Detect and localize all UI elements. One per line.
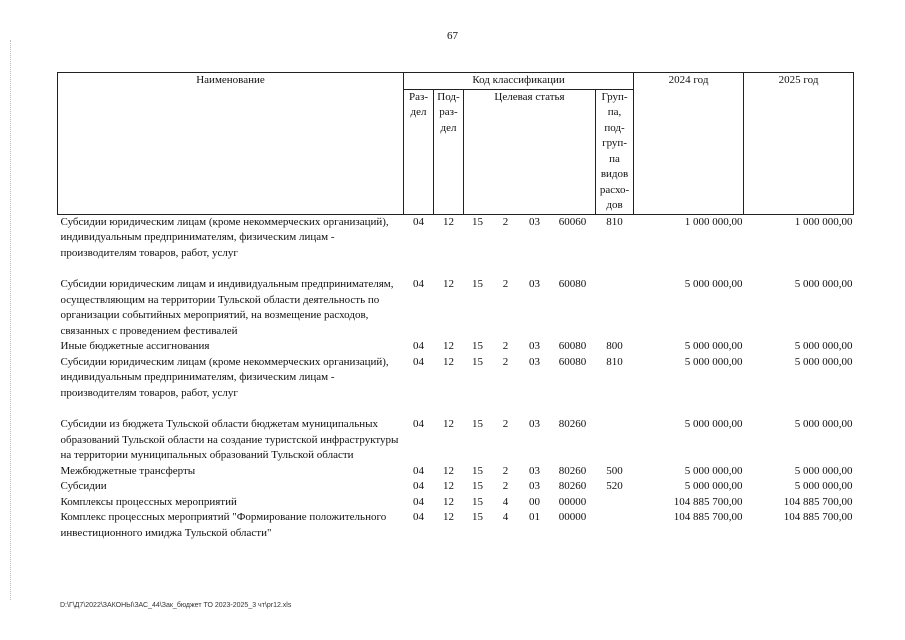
header-target-article: Целевая статья xyxy=(464,89,596,214)
row-podrazdel: 12 xyxy=(443,278,454,290)
row-amount-2025: 5 000 000,00 xyxy=(794,278,853,290)
row-name: Иные бюджетные ассигнования xyxy=(60,340,210,352)
row-target-program: 15 xyxy=(472,278,483,290)
row-amount-2025: 5 000 000,00 xyxy=(794,418,853,430)
row-target-structure: 03 xyxy=(529,480,540,492)
row-expense-group: 520 xyxy=(606,480,623,492)
row-target-type: 2 xyxy=(502,278,509,290)
row-target-structure: 00 xyxy=(529,495,540,508)
header-year-2024: 2024 год xyxy=(634,73,744,215)
row-target-program: 15 xyxy=(472,511,483,523)
row-razdel: 04 xyxy=(413,480,424,492)
row-amount-2025: 104 885 700,00 xyxy=(783,495,853,508)
row-amount-2024: 104 885 700,00 xyxy=(673,495,743,508)
row-expense-group xyxy=(596,417,634,464)
row-target-direction: 60080 xyxy=(558,340,587,352)
row-podrazdel: 12 xyxy=(443,215,454,228)
row-spacer-cell xyxy=(58,261,854,277)
row-target-type: 4 xyxy=(502,495,509,508)
row-name: Субсидии из бюджета Тульской области бюджетам муниципальных образований Тульской области на создание туристской инфраструктуры на территории муниципальных образований Тульской области xyxy=(60,418,399,461)
row-target-direction: 80260 xyxy=(558,418,587,430)
row-target-type: 2 xyxy=(502,464,509,477)
row-spacer xyxy=(58,401,854,417)
row-target-type: 2 xyxy=(502,418,509,430)
table-row xyxy=(58,464,854,480)
row-amount-2025: 5 000 000,00 xyxy=(794,340,853,352)
header-podrazdel: Под- раз- дел xyxy=(434,89,464,214)
table-row xyxy=(58,510,854,541)
row-podrazdel: 12 xyxy=(443,480,454,492)
row-razdel: 04 xyxy=(413,464,424,477)
row-amount-2024: 5 000 000,00 xyxy=(684,480,743,492)
row-amount-2024: 5 000 000,00 xyxy=(684,340,743,352)
row-razdel: 04 xyxy=(413,215,424,228)
table-row xyxy=(58,355,854,402)
row-target-type: 2 xyxy=(502,355,509,368)
table-row xyxy=(58,479,854,495)
row-amount-2025: 104 885 700,00 xyxy=(783,511,853,523)
row-target-direction: 60060 xyxy=(558,215,587,228)
row-name: Субсидии юридическим лицам (кроме некоммерческих организаций), индивидуальным предпринимателям, физическим лицам - производителям товаров, работ, услуг xyxy=(60,215,389,259)
row-podrazdel: 12 xyxy=(443,355,454,368)
row-amount-2024: 1 000 000,00 xyxy=(684,215,743,228)
row-amount-2024: 5 000 000,00 xyxy=(684,355,743,368)
header-name: Наименование xyxy=(58,73,404,215)
row-podrazdel: 12 xyxy=(443,340,454,352)
row-amount-2024: 104 885 700,00 xyxy=(673,511,743,523)
footer-file-path: D:\Г\Д7\2022\ЗАКОНЫ\ЗАС_44\Зак_бюджет ТО 2023-2025_3 чт\pr12.xls xyxy=(60,602,292,609)
row-razdel: 04 xyxy=(413,278,424,290)
row-target-structure: 03 xyxy=(529,215,540,228)
row-expense-group: 810 xyxy=(606,355,623,368)
row-razdel: 04 xyxy=(413,511,424,523)
row-amount-2024: 5 000 000,00 xyxy=(684,418,743,430)
row-podrazdel: 12 xyxy=(443,495,454,508)
row-target-structure: 03 xyxy=(529,464,540,477)
row-target-program: 15 xyxy=(472,215,483,228)
header-code-group: Код классификации xyxy=(404,73,634,90)
row-razdel: 04 xyxy=(413,340,424,352)
budget-table xyxy=(57,72,854,541)
row-target-program: 15 xyxy=(472,495,483,508)
margin-scan-marks xyxy=(10,40,15,600)
row-target-structure: 03 xyxy=(529,355,540,368)
row-spacer xyxy=(58,261,854,277)
row-podrazdel: 12 xyxy=(443,511,454,523)
header-year-2025: 2025 год xyxy=(744,73,854,215)
row-podrazdel: 12 xyxy=(443,418,454,430)
row-name: Субсидии юридическим лицам (кроме некоммерческих организаций), индивидуальным предпринимателям, физическим лицам - производителям товаров, работ, услуг xyxy=(60,355,389,399)
row-name: Субсидии xyxy=(60,480,107,492)
table-row xyxy=(58,339,854,355)
page-number: 67 xyxy=(447,30,458,42)
table-body xyxy=(58,214,854,541)
row-target-direction: 00000 xyxy=(558,495,587,508)
table-row xyxy=(58,417,854,464)
row-amount-2024: 5 000 000,00 xyxy=(684,278,743,290)
row-name: Межбюджетные трансферты xyxy=(60,464,196,477)
row-target-structure: 03 xyxy=(529,340,540,352)
row-podrazdel: 12 xyxy=(443,464,454,477)
row-target-direction: 60080 xyxy=(558,278,587,290)
row-target-type: 2 xyxy=(502,480,509,492)
row-target-structure: 03 xyxy=(529,418,540,430)
row-amount-2025: 5 000 000,00 xyxy=(794,480,853,492)
row-expense-group: 500 xyxy=(606,464,623,477)
row-expense-group xyxy=(596,277,634,339)
row-target-type: 2 xyxy=(502,215,509,228)
row-target-program: 15 xyxy=(472,464,483,477)
row-name: Комплексы процессных мероприятий xyxy=(60,495,237,508)
row-razdel: 04 xyxy=(413,495,424,508)
row-name: Субсидии юридическим лицам и индивидуальным предпринимателям, осуществляющим на территории Тульской области деятельность по организации событийных мероприятий, на возмещение расходов, связанных с проведением фестивалей xyxy=(60,278,394,337)
row-target-program: 15 xyxy=(472,418,483,430)
table-row xyxy=(58,277,854,339)
table-row xyxy=(58,495,854,511)
row-target-direction: 80260 xyxy=(558,480,587,492)
row-amount-2024: 5 000 000,00 xyxy=(684,464,743,477)
row-expense-group xyxy=(596,495,634,511)
row-target-program: 15 xyxy=(472,480,483,492)
row-name: Комплекс процессных мероприятий "Формирование положительного инвестиционного имиджа Тульской области" xyxy=(60,511,387,539)
row-target-direction: 60080 xyxy=(558,355,587,368)
row-target-type: 2 xyxy=(502,340,509,352)
table-row xyxy=(58,214,854,261)
row-amount-2025: 5 000 000,00 xyxy=(794,464,853,477)
row-target-direction: 80260 xyxy=(558,464,587,477)
row-razdel: 04 xyxy=(413,355,424,368)
row-target-program: 15 xyxy=(472,340,483,352)
row-amount-2025: 1 000 000,00 xyxy=(794,215,853,228)
row-target-direction: 00000 xyxy=(558,511,587,523)
row-razdel: 04 xyxy=(413,418,424,430)
row-expense-group: 800 xyxy=(606,340,623,352)
header-razdel: Раз- дел xyxy=(404,89,434,214)
header-expense-group: Груп- па, под- груп- па видов расхо- дов xyxy=(596,89,634,214)
row-target-structure: 03 xyxy=(529,278,540,290)
row-target-type: 4 xyxy=(502,511,509,523)
row-target-structure: 01 xyxy=(529,511,540,523)
row-expense-group: 810 xyxy=(606,215,623,228)
row-expense-group xyxy=(596,510,634,541)
row-spacer-cell xyxy=(58,401,854,417)
row-amount-2025: 5 000 000,00 xyxy=(794,355,853,368)
row-target-program: 15 xyxy=(472,355,483,368)
